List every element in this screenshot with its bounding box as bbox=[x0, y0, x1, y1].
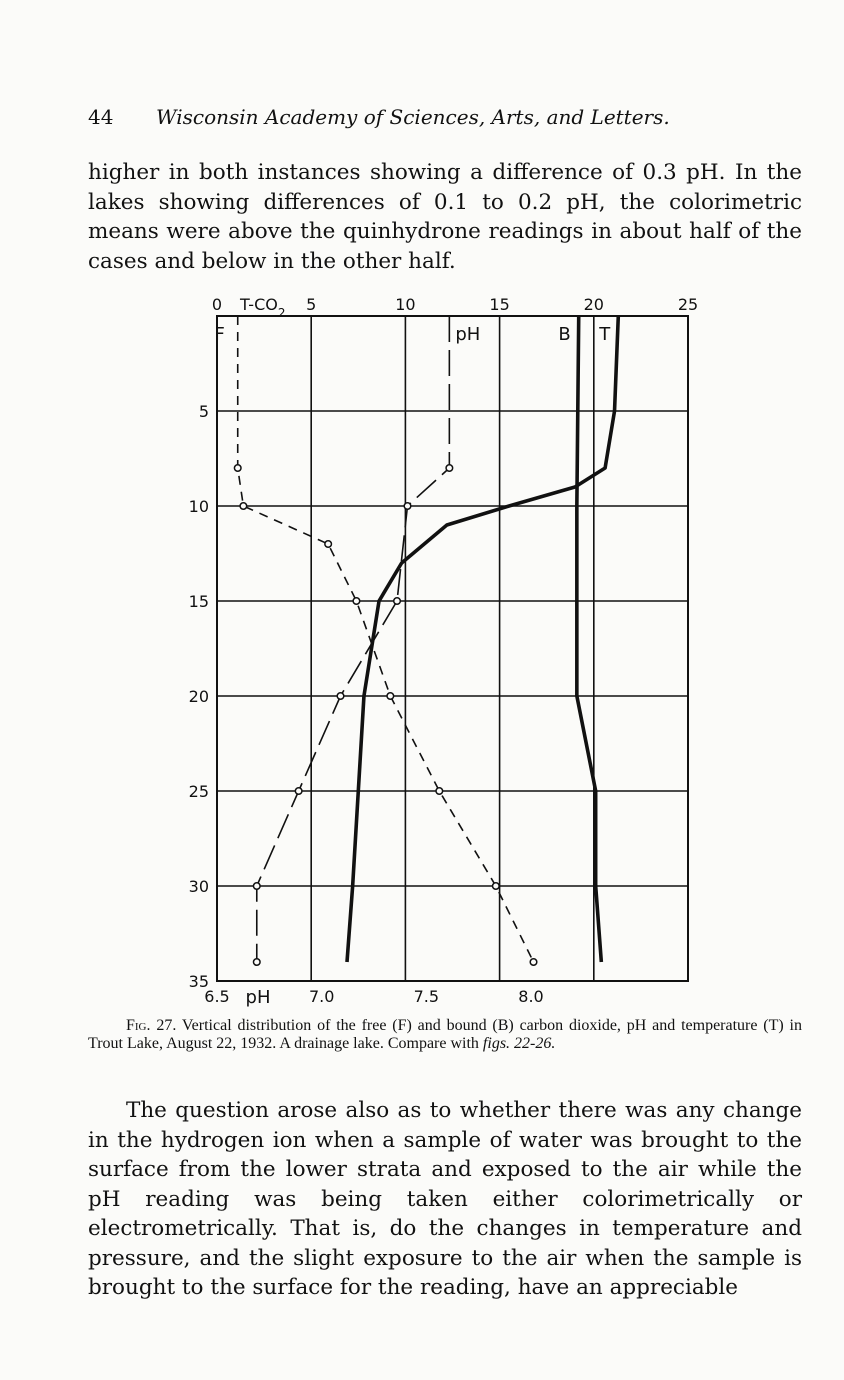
top-axis-tick-label: 25 bbox=[677, 295, 699, 314]
data-point-ph bbox=[253, 959, 260, 966]
data-point-f bbox=[240, 503, 247, 510]
top-axis-tick-label: 0 bbox=[211, 295, 223, 314]
figure-caption bbox=[88, 1017, 802, 1053]
series-label-t: T bbox=[599, 324, 611, 345]
paragraph-top: higher in both instances showing a difference of 0.3 pH. In the lakes showing differences of 0.1 to 0.2 pH, the colorimetric means were above the quinhydrone readings in about half of the cases and below in the other half. bbox=[88, 160, 802, 274]
data-point-ph bbox=[446, 465, 453, 472]
page-number: 44 bbox=[88, 105, 114, 129]
bottom-axis-tick-label: 7.5 bbox=[413, 987, 440, 1006]
depth-tick-label: 20 bbox=[188, 687, 209, 706]
bottom-axis-tick-label: 8.0 bbox=[518, 987, 544, 1006]
plot-frame bbox=[214, 316, 688, 981]
top-axis-tick-label: 10 bbox=[395, 295, 416, 314]
data-point-ph bbox=[404, 503, 411, 510]
top-axis-tick-label: 20 bbox=[583, 295, 604, 314]
depth-tick-label: 30 bbox=[188, 877, 209, 896]
data-point-f bbox=[234, 465, 241, 472]
data-point-f bbox=[493, 883, 500, 890]
data-point-ph bbox=[295, 788, 302, 795]
data-point-ph bbox=[337, 693, 344, 700]
data-point-f bbox=[436, 788, 443, 795]
data-point-f bbox=[325, 541, 332, 548]
caption-text: Vertical distribution of the free (F) and bound (B) carbon dioxide, pH and temperature (T) in Trout Lake, August 22, 1932. A drainage lake. Compare with bbox=[88, 1017, 803, 1052]
series-label-ph: pH bbox=[455, 324, 481, 345]
depth-tick-label: 15 bbox=[188, 592, 209, 611]
figure-label: Fig. 27. bbox=[126, 1017, 177, 1034]
series-line-b bbox=[577, 316, 601, 962]
paragraph-bottom: The question arose also as to whether there was any change in the hydrogen ion when a sample of water was brought to the surface from the lower strata and exposed to the air while the pH reading was being taken either colorimetrically or electrometrically. That is, do the changes in temperature and pressure, and the slight exposure to the air when the sample is brought to the surface for the reading, have an appreciable bbox=[88, 1098, 802, 1300]
caption-figs: figs. 22-26. bbox=[482, 1035, 556, 1052]
data-point-ph bbox=[253, 883, 260, 890]
bottom-axis-tick-label: 6.5 bbox=[204, 987, 230, 1006]
top-axis-tick-label: 15 bbox=[489, 295, 510, 314]
series-line-f bbox=[238, 316, 534, 962]
bottom-axis-label: pH bbox=[245, 987, 271, 1008]
data-point-f bbox=[387, 693, 394, 700]
data-point-f bbox=[353, 598, 360, 605]
bottom-axis-tick-label: 7.0 bbox=[308, 987, 335, 1006]
top-axis-tick-label: 5 bbox=[306, 295, 317, 314]
top-axis-label: $T-CO_2$ bbox=[240, 295, 286, 320]
data-point-f bbox=[530, 959, 537, 966]
depth-tick-label: 5 bbox=[198, 402, 209, 421]
series-label-b: B bbox=[558, 324, 571, 345]
depth-tick-label: 35 bbox=[188, 972, 209, 991]
data-point-ph bbox=[394, 598, 401, 605]
journal-title: Wisconsin Academy of Sciences, Arts, and Letters. bbox=[156, 105, 670, 129]
depth-tick-label: 25 bbox=[188, 782, 209, 801]
depth-tick-label: 10 bbox=[188, 497, 209, 516]
series-label-f: F bbox=[214, 324, 225, 345]
